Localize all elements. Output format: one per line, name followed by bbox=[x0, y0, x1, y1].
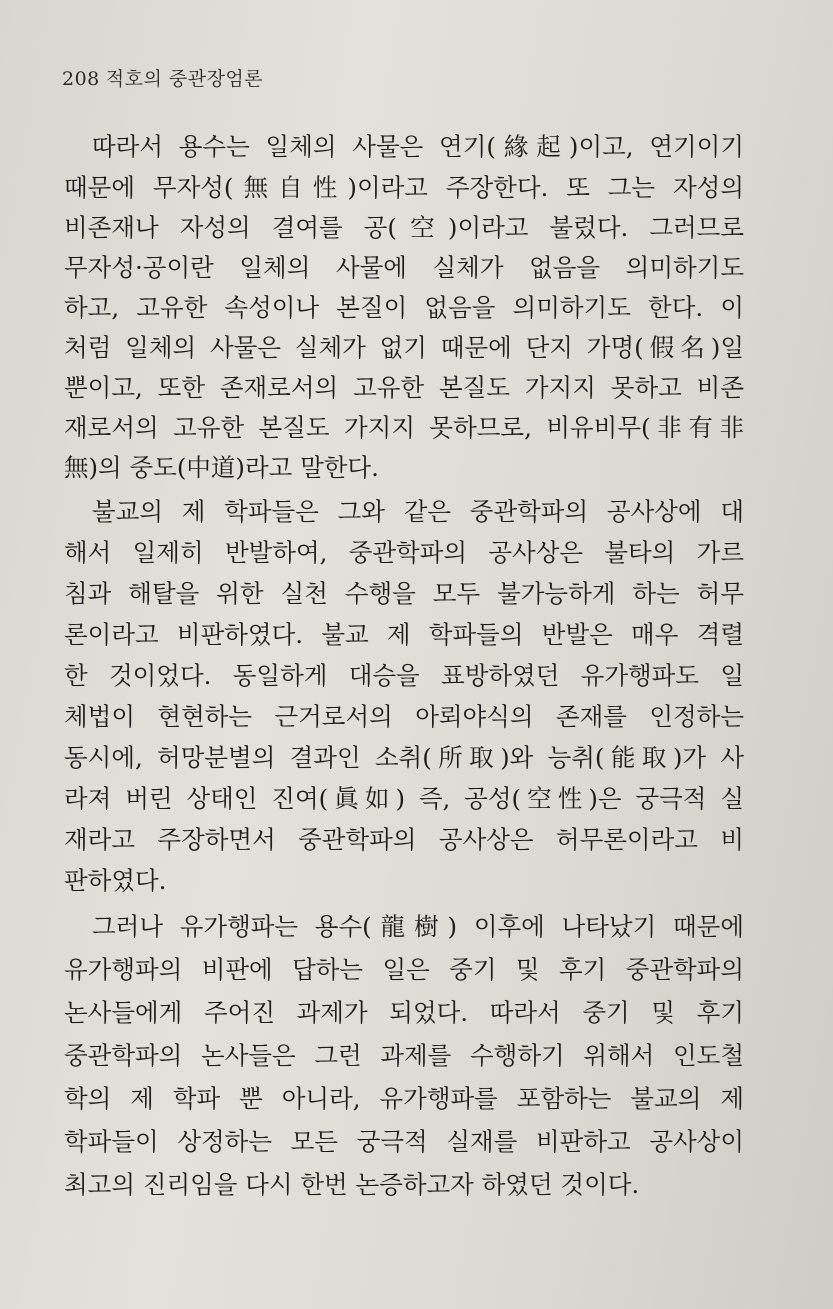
text-line: 중관학파의 논사들은 그런 과제를 수행하기 위해서 인도철 bbox=[64, 1041, 744, 1070]
text-line: 뿐이고, 또한 존재로서의 고유한 본질도 가지지 못하고 비존 bbox=[64, 373, 744, 402]
text-line: 처럼 일체의 사물은 실체가 없기 때문에 단지 가명(假名)일 bbox=[64, 333, 744, 362]
text-line: 비존재나 자성의 결여를 공(空)이라고 불렀다. 그러므로 bbox=[64, 213, 744, 242]
text-line: 한 것이었다. 동일하게 대승을 표방하였던 유가행파도 일 bbox=[64, 661, 744, 690]
text-line: 무자성·공이란 일체의 사물에 실체가 없음을 의미하기도 bbox=[64, 253, 744, 282]
text-line: 無)의 중도(中道)라고 말한다. bbox=[64, 453, 379, 482]
text-line: 론이라고 비판하였다. 불교 제 학파들의 반발은 매우 격렬 bbox=[64, 620, 744, 649]
text-line: 논사들에게 주어진 과제가 되었다. 따라서 중기 및 후기 bbox=[64, 998, 744, 1027]
text-line: 재라고 주장하면서 중관학파의 공사상은 허무론이라고 비 bbox=[64, 825, 744, 854]
text-line: 라져 버린 상태인 진여(眞如) 즉, 공성(空性)은 궁극적 실 bbox=[64, 784, 744, 813]
running-header bbox=[62, 64, 263, 91]
text-line: 침과 해탈을 위한 실천 수행을 모두 불가능하게 하는 허무 bbox=[64, 579, 744, 608]
text-line: 최고의 진리임을 다시 한번 논증하고자 하였던 것이다. bbox=[64, 1170, 640, 1199]
text-line: 불교의 제 학파들은 그와 같은 중관학파의 공사상에 대 bbox=[92, 497, 744, 526]
book-title: 적호의 중관장엄론 bbox=[105, 68, 264, 90]
text-line: 때문에 무자성(無自性)이라고 주장한다. 또 그는 자성의 bbox=[64, 173, 744, 202]
text-line: 학의 제 학파 뿐 아니라, 유가행파를 포함하는 불교의 제 bbox=[64, 1084, 744, 1113]
text-line: 동시에, 허망분별의 결과인 소취(所取)와 능취(能取)가 사 bbox=[64, 743, 744, 772]
text-line: 하고, 고유한 속성이나 본질이 없음을 의미하기도 한다. 이 bbox=[64, 293, 744, 322]
text-line: 그러나 유가행파는 용수(龍樹) 이후에 나타났기 때문에 bbox=[92, 912, 744, 941]
text-line: 해서 일제히 반발하여, 중관학파의 공사상은 불타의 가르 bbox=[64, 538, 744, 567]
text-line: 체법이 현현하는 근거로서의 아뢰야식의 존재를 인정하는 bbox=[64, 702, 744, 731]
text-line: 학파들이 상정하는 모든 궁극적 실재를 비판하고 공사상이 bbox=[64, 1127, 744, 1156]
text-line: 재로서의 고유한 본질도 가지지 못하므로, 비유비무(非有非 bbox=[64, 413, 744, 442]
text-line: 판하였다. bbox=[64, 866, 167, 895]
page-number: 208 bbox=[62, 68, 100, 90]
text-line: 따라서 용수는 일체의 사물은 연기(緣起)이고, 연기이기 bbox=[92, 132, 744, 161]
text-line: 유가행파의 비판에 답하는 일은 중기 및 후기 중관학파의 bbox=[64, 955, 744, 984]
